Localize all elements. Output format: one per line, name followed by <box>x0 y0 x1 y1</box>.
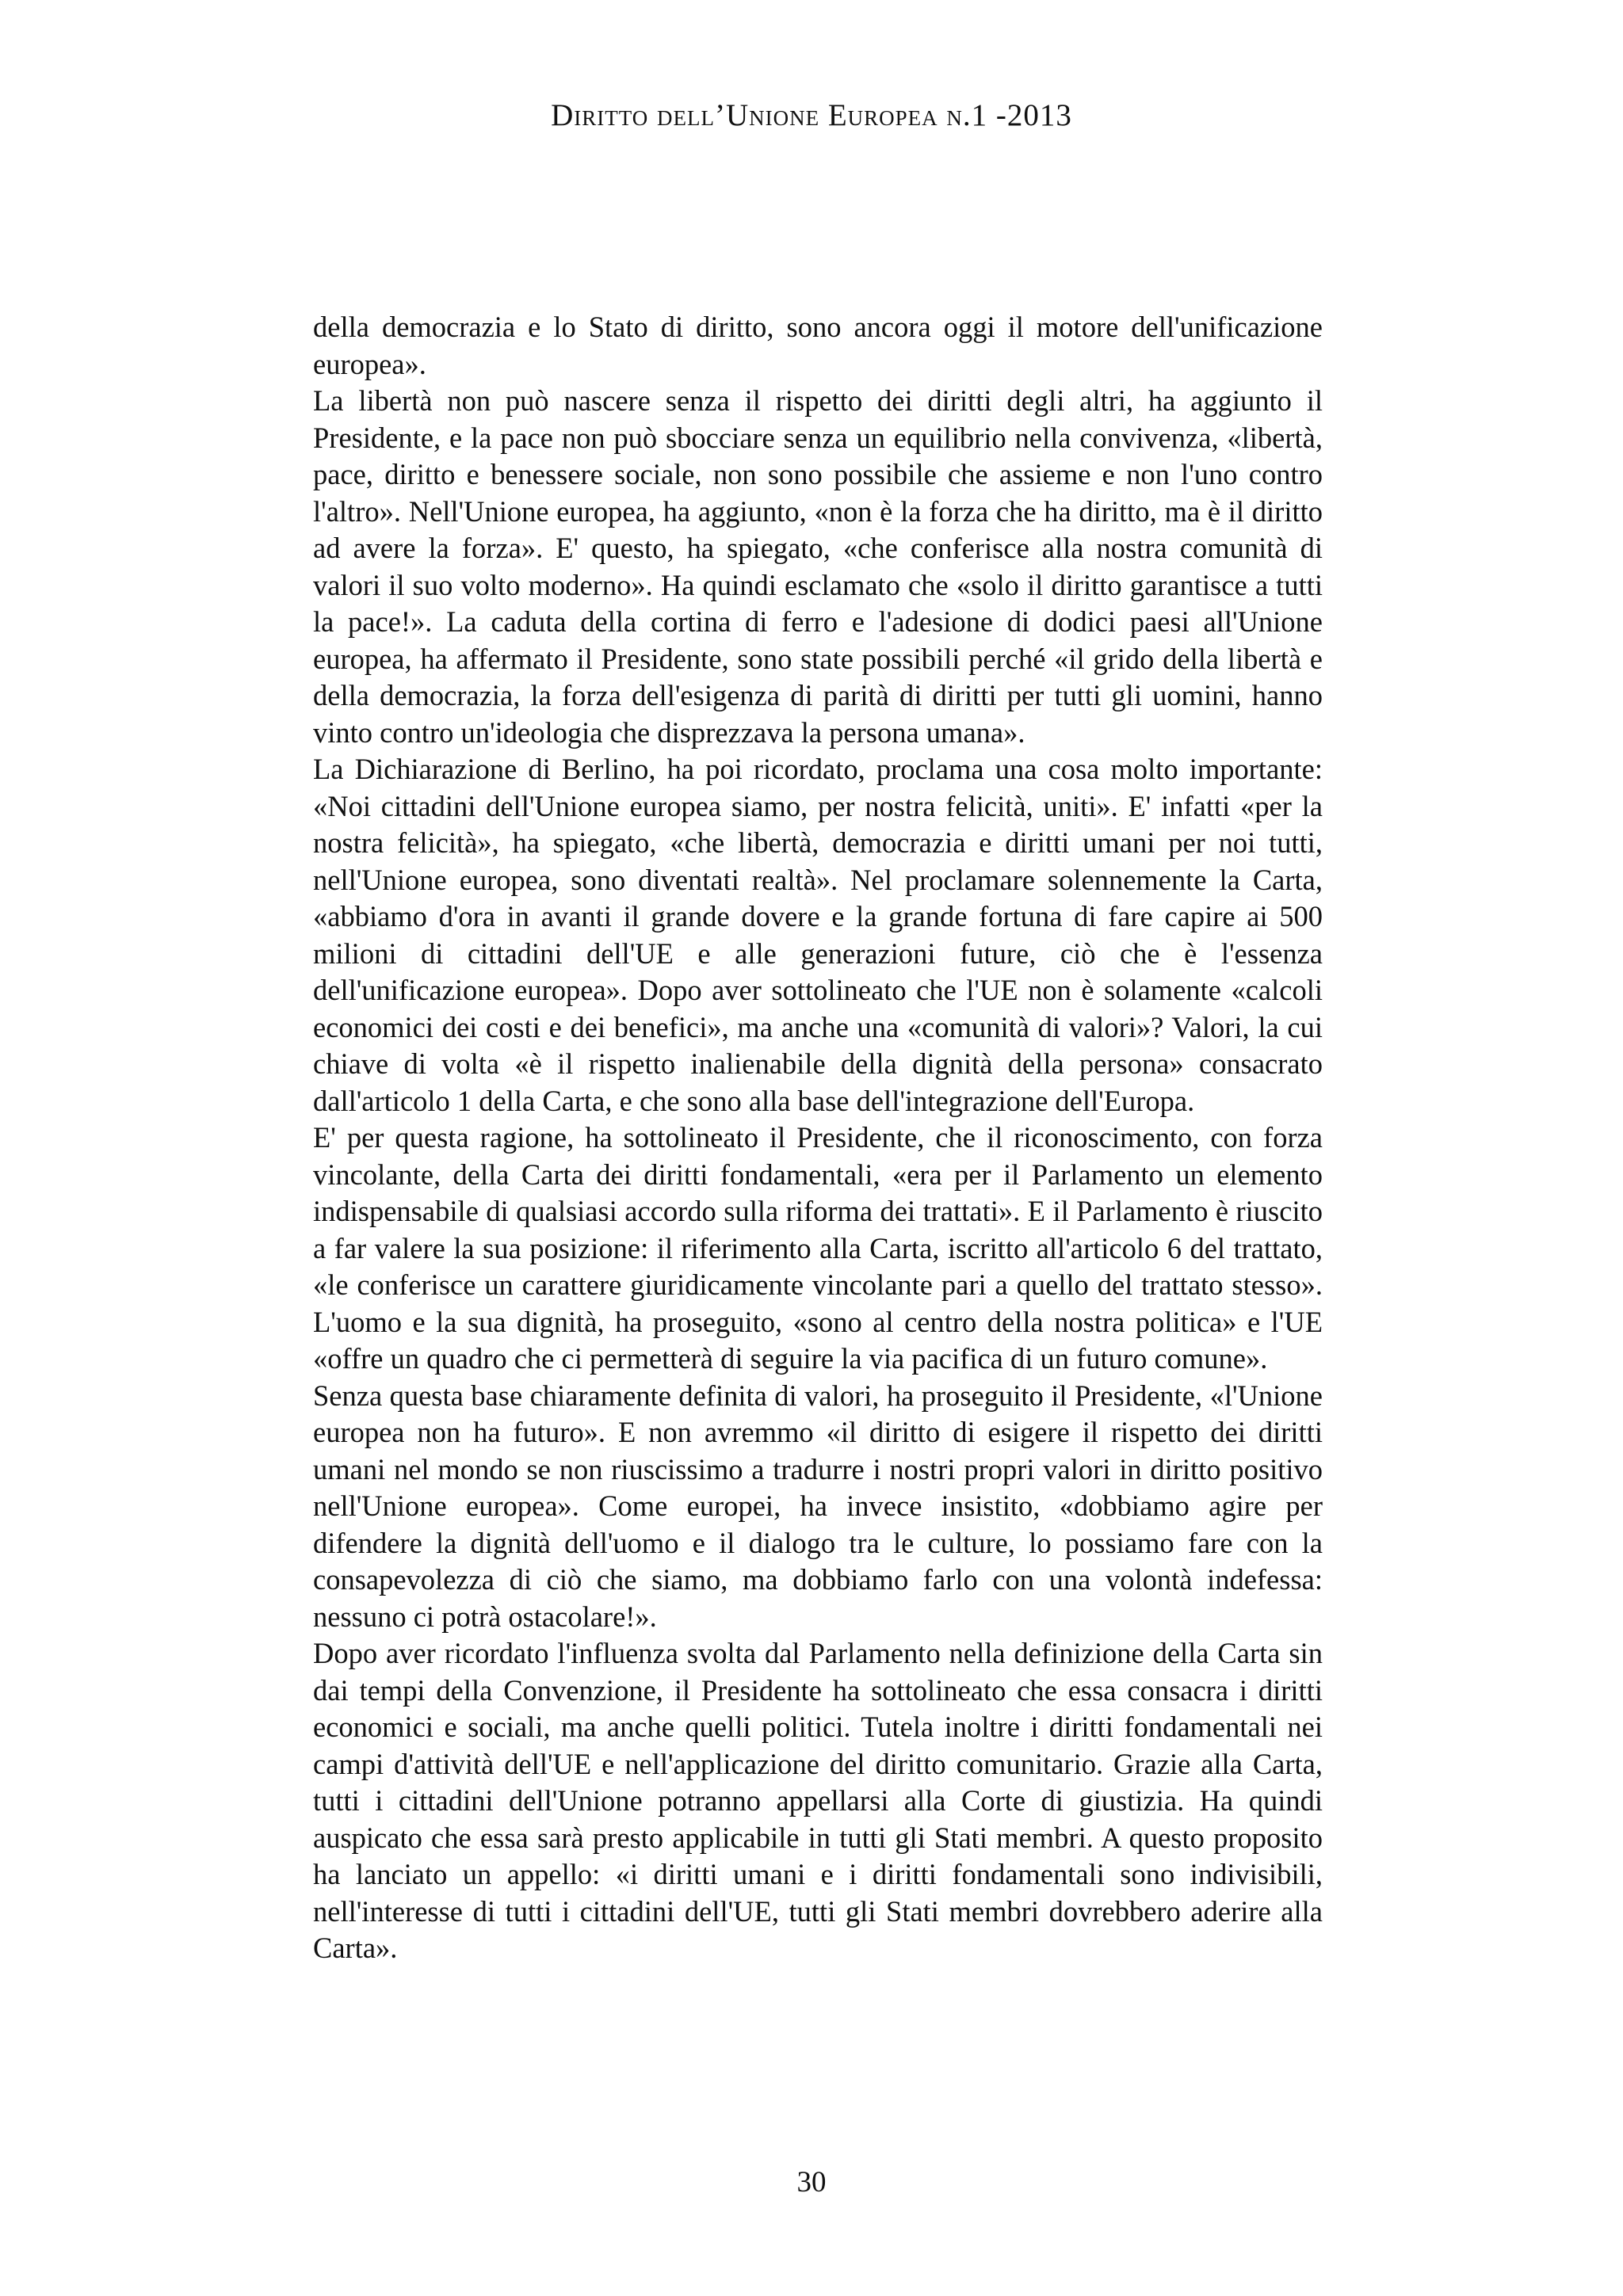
paragraph: della democrazia e lo Stato di diritto, sono ancora oggi il motore dell'unificazione europea». <box>313 311 1323 380</box>
body-text <box>313 309 1323 1967</box>
running-header: Diritto dell’Unione Europea n.1 -2013 <box>551 98 1072 132</box>
paragraph: E' per questa ragione, ha sottolineato il Presidente, che il riconoscimento, con forza vincolante, della Carta dei diritti fondamentali, «era per il Parlamento un elemento indispensabile di qualsiasi accordo sulla riforma dei trattati». E il Parlamento è riuscito a far valere la sua posizione: il riferimento alla Carta, iscritto all'articolo 6 del trattato, «le conferisce un carattere giuridicamente vincolante pari a quello del trattato stesso». L'uomo e la sua dignità, ha proseguito, «sono al centro della nostra politica» e l'UE «offre un quadro che ci permetterà di seguire la via pacifica di un futuro comune». <box>313 1121 1323 1375</box>
paragraph: Dopo aver ricordato l'influenza svolta dal Parlamento nella definizione della Carta sin dai tempi della Convenzione, il Presidente ha sottolineato che essa consacra i diritti economici e sociali, ma anche quelli politici. Tutela inoltre i diritti fondamentali nei campi d'attività dell'UE e nell'applicazione del diritto comunitario. Grazie alla Carta, tutti i cittadini dell'Unione potranno appellarsi alla Corte di giustizia. Ha quindi auspicato che essa sarà presto applicabile in tutti gli Stati membri. A questo proposito ha lanciato un appello: «i diritti umani e i diritti fondamentali sono indivisibili, nell'interesse di tutti i cittadini dell'UE, tutti gli Stati membri dovrebbero aderire alla Carta». <box>313 1637 1323 1964</box>
paragraph: Senza questa base chiaramente definita di valori, ha proseguito il Presidente, «l'Unione europea non ha futuro». E non avremmo «il diritto di esigere il rispetto dei diritti umani nel mondo se non riuscissimo a tradurre i nostri propri valori in diritto positivo nell'Unione europea». Come europei, ha invece insistito, «dobbiamo agire per difendere la dignità dell'uomo e il dialogo tra le culture, lo possiamo fare con la consapevolezza di ciò che siamo, ma dobbiamo farlo con una volontà indefessa: nessuno ci potrà ostacolare!». <box>313 1379 1323 1633</box>
paragraph: La Dichiarazione di Berlino, ha poi ricordato, proclama una cosa molto importante: «Noi cittadini dell'Unione europea siamo, per nostra felicità, uniti». E' infatti «per la nostra felicità», ha spiegato, «che libertà, democrazia e diritti umani per noi tutti, nell'Unione europea, sono diventati realtà». Nel proclamare solennemente la Carta, «abbiamo d'ora in avanti il grande dovere e la grande fortuna di fare capire ai 500 milioni di cittadini dell'UE e alle generazioni future, ciò che è l'essenza dell'unificazione europea». Dopo aver sottolineato che l'UE non è solamente «calcoli economici dei costi e dei benefici», ma anche una «comunità di valori»? Valori, la cui chiave di volta «è il rispetto inalienabile della dignità della persona» consacrato dall'articolo 1 della Carta, e che sono alla base dell'integrazione dell'Europa. <box>313 753 1323 1117</box>
page-number: 30 <box>796 2166 827 2199</box>
paragraph: La libertà non può nascere senza il rispetto dei diritti degli altri, ha aggiunto il Presidente, e la pace non può sbocciare senza un equilibrio nella convivenza, «libertà, pace, diritto e benessere sociale, non sono possibile che assieme e non l'uno contro l'altro». Nell'Unione europea, ha aggiunto, «non è la forza che ha diritto, ma è il diritto ad avere la forza». E' questo, ha spiegato, «che conferisce alla nostra comunità di valori il suo volto moderno». Ha quindi esclamato che «solo il diritto garantisce a tutti la pace!». La caduta della cortina di ferro e l'adesione di dodici paesi all'Unione europea, ha affermato il Presidente, sono state possibili perché «il grido della libertà e della democrazia, la forza dell'esigenza di parità di diritti per tutti gli uomini, hanno vinto contro un'ideologia che disprezzava la persona umana». <box>313 384 1323 749</box>
